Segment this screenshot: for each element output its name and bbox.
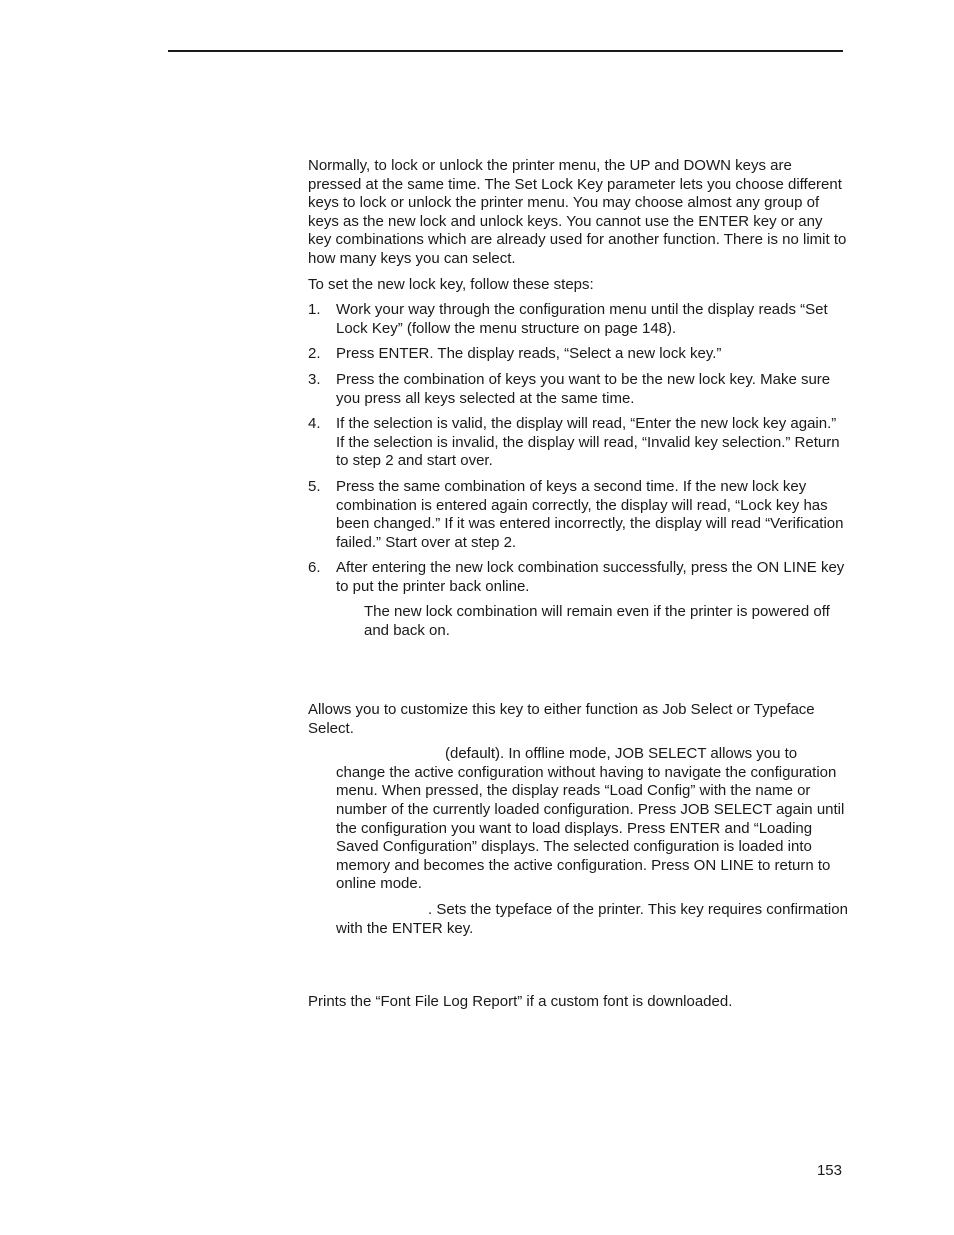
font-file-log-text: Prints the “Font File Log Report” if a custom font is downloaded. [308,993,733,1010]
page-number: 153 [816,1162,842,1179]
step-2 [308,345,848,364]
step-5 [308,478,848,552]
step-number: 1. [308,301,321,319]
step-text: If the selection is valid, the display will read, “Enter the new lock key again.” If the selection is invalid, the display will read, “Invalid key selection.” Return to step 2 and start over. [336,415,840,470]
set-lock-key-intro: Normally, to lock or unlock the printer menu, the UP and DOWN keys are pressed at the same time. The Set Lock Key parameter lets you choose different keys to lock or unlock the printer menu. You may choose almost any group of keys as the new lock and unlock keys. You cannot use the ENTER key or any key combinations which are already used for another function. There is no limit to how many keys you can select. [308,157,847,267]
set-lock-key-section [308,157,848,641]
step-text: Press ENTER. The display reads, “Select a new lock key.” [336,345,722,363]
step-1 [308,301,848,338]
step-number: 6. [308,559,321,577]
step-number: 2. [308,345,321,363]
step-text: Press the same combination of keys a second time. If the new lock key combination is entered again correctly, the display will read, “Lock key has been changed.” If it was entered incorrectly, the display will read “Verification failed.” Start over at step 2. [336,477,844,551]
steps-intro: To set the new lock key, follow these steps: [308,275,594,293]
step-6 [308,559,848,596]
step-text: Work your way through the configuration menu until the display reads “Set Lock Key” (follow the menu structure on page 148). [336,301,828,337]
job-select-section [308,701,848,945]
option-job-select [308,745,848,894]
step-text: Press the combination of keys you want to be the new lock key. Make sure you press all keys selected at the same time. [336,370,831,407]
step-number: 5. [308,477,321,495]
step-number: 3. [308,370,321,388]
font-file-log-section [308,993,848,1019]
step-number: 4. [308,415,321,433]
header-rule [168,50,843,52]
lock-note: The new lock combination will remain even if the printer is powered off and back on. [364,603,830,640]
option-typeface [308,901,848,938]
step-4 [308,415,848,471]
option-typeface-text: . Sets the typeface of the printer. This key requires confirmation with the ENTER key. [336,900,848,937]
step-3 [308,371,848,408]
option-job-select-text: (default). In offline mode, JOB SELECT allows you to change the active configuration without having to navigate the configuration menu. When pressed, the display reads “Load Config” with the name or number of the currently loaded configuration. Press JOB SELECT again until the configuration you want to load displays. Press ENTER and “Loading Saved Configuration” displays. The selected configuration is loaded into memory and becomes the active configuration. Press ON LINE to return to online mode. [336,745,845,893]
job-select-intro: Allows you to customize this key to either function as Job Select or Typeface Select. [308,701,815,737]
step-text: After entering the new lock combination successfully, press the ON LINE key to put the printer back online. [336,559,845,595]
